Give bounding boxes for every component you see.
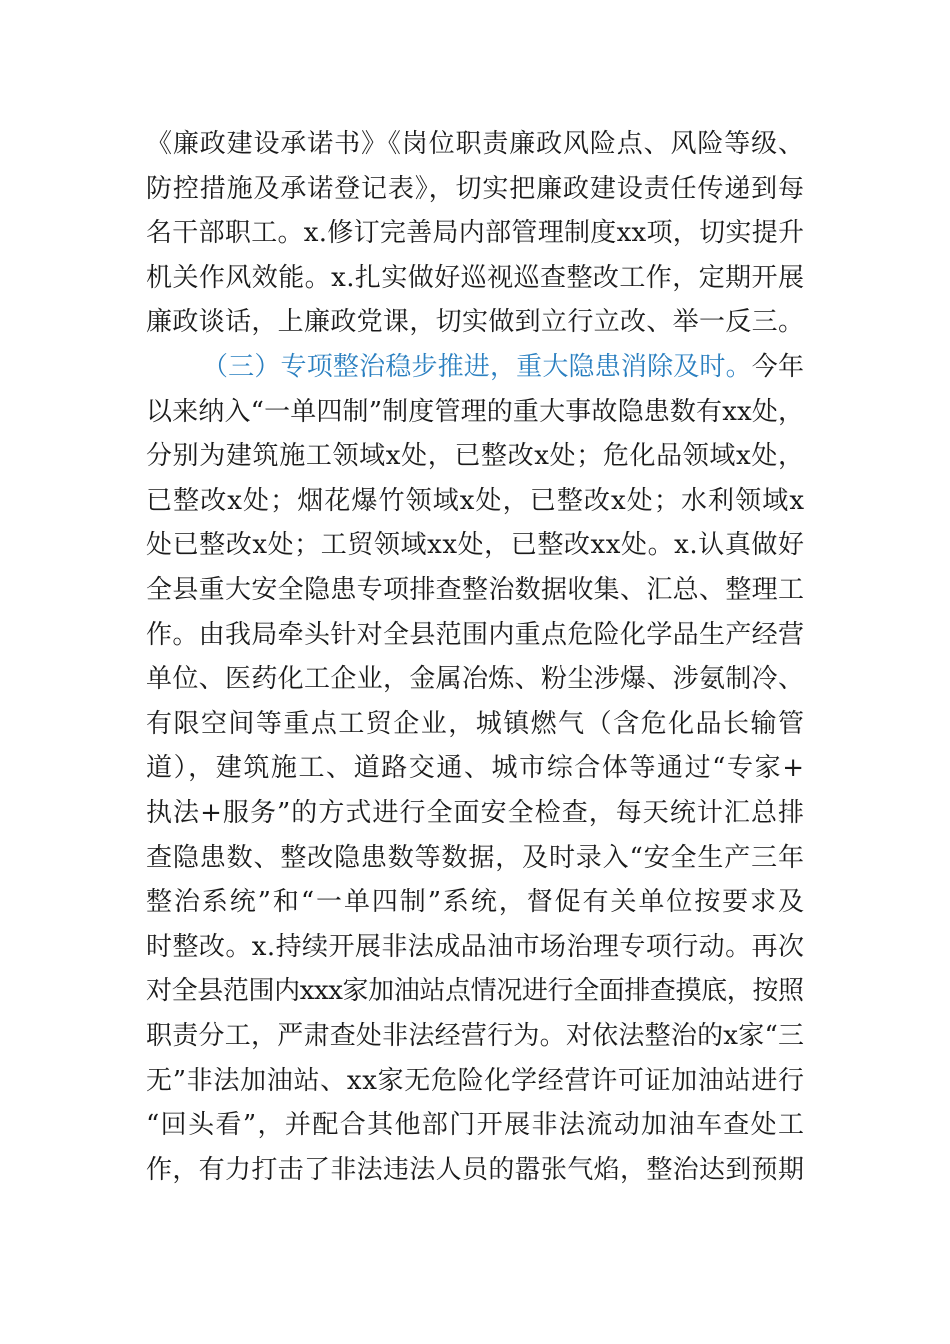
- text-line: [146, 523, 805, 567]
- text-line: [146, 211, 804, 255]
- text-segment: 已整改x处；烟花爆竹领域x处，已整改x处；水利领域x: [146, 485, 806, 516]
- text-segment: 整治系统”和“一单四制”系统，督促有关单位按要求及: [146, 887, 806, 918]
- text-segment: 名干部职工。x.修订完善局内部管理制度xx项，切实提升: [146, 218, 805, 249]
- text-line: [146, 746, 806, 790]
- text-line: [146, 479, 805, 523]
- text-line: [146, 1148, 804, 1192]
- text-segment: 今年: [751, 352, 805, 382]
- text-segment: 作，有力打击了非法违法人员的嚣张气焰，整治达到预期: [146, 1154, 805, 1185]
- text-line: [146, 256, 804, 300]
- text-line: [146, 791, 805, 835]
- text-line: [146, 390, 804, 434]
- text-segment: 全县重大安全隐患专项排查整治数据收集、汇总、整理工: [146, 575, 805, 605]
- text-segment: 机关作风效能。x.扎实做好巡视巡查整改工作，定期开展: [146, 262, 805, 293]
- text-segment: 分别为建筑施工领域x处，已整改x处；危化品领域x处，: [146, 441, 805, 472]
- text-line: [146, 657, 804, 701]
- text-line: [146, 836, 805, 880]
- text-segment: 查隐患数、整改隐患数等数据，及时录入“安全生产三年: [146, 842, 805, 873]
- text-segment: 以来纳入“一单四制”制度管理的重大事故隐患数有xx处，: [146, 396, 805, 427]
- text-line: [146, 1059, 805, 1103]
- text-segment: 单位、医药化工企业，金属冶炼、粉尘涉爆、涉氨制冷、: [146, 664, 805, 695]
- text-line: [146, 702, 805, 746]
- text-segment: 防控措施及承诺登记表》，切实把廉政建设责任传递到每: [146, 173, 805, 204]
- text-line: [146, 434, 805, 478]
- text-segment: 职责分工，严肃查处非法经营行为。对依法整治的x家“三: [146, 1021, 805, 1051]
- text-line: [146, 1014, 804, 1058]
- text-line: [146, 122, 805, 166]
- text-line: [202, 345, 804, 389]
- text-line: [146, 568, 804, 612]
- text-line: [146, 969, 804, 1013]
- text-segment: 作。由我局牵头针对全县范围内重点危险化学品生产经营: [146, 619, 805, 650]
- text-segment: 处已整改x处；工贸领域xx处，已整改xx处。x.认真做好: [146, 530, 805, 561]
- text-segment: 道），建筑施工、道路交通、城市综合体等通过“专家+: [146, 753, 806, 784]
- text-segment: 无”非法加油站、xx家无危险化学经营许可证加油站进行: [146, 1065, 805, 1096]
- text-segment: “回头看”，并配合其他部门开展非法流动加油车查处工: [146, 1110, 806, 1141]
- text-line: [146, 880, 806, 924]
- text-line: [146, 1103, 805, 1147]
- text-segment: 执法+服务”的方式进行全面安全检查，每天统计汇总排: [146, 798, 806, 828]
- text-segment: 有限空间等重点工贸企业，城镇燃气（含危化品长输管: [146, 708, 806, 739]
- text-segment: 廉政谈话，上廉政党课，切实做到立行立改、举一反三。: [146, 307, 805, 338]
- text-line: [146, 167, 805, 211]
- text-line: [146, 613, 804, 657]
- text-segment: 时整改。x.持续开展非法成品油市场治理专项行动。再次: [146, 931, 805, 962]
- text-segment: 对全县范围内xxx家加油站点情况进行全面排查摸底，按照: [146, 976, 804, 1007]
- text-line: [146, 300, 804, 344]
- text-line: [146, 925, 804, 969]
- text-segment: 《廉政建设承诺书》《岗位职责廉政风险点、风险等级、: [146, 129, 805, 159]
- section-heading: （三）专项整治稳步推进，重大隐患消除及时。: [202, 352, 752, 382]
